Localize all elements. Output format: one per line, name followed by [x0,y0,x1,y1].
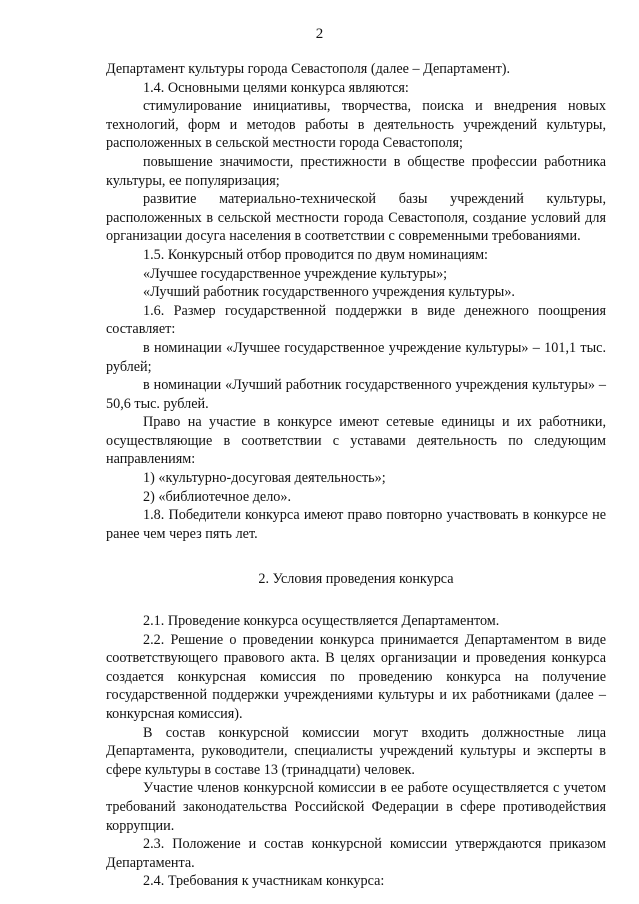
paragraph-1-6: 1.6. Размер государственной поддержки в виде денежного поощрения составляет: [106,302,606,338]
paragraph-goal-1: стимулирование инициативы, творчества, поиска и внедрения новых технологий, форм и методов работы в деятельность учреждений культуры, расположенных в сельской местности города Севастополя; [106,98,606,152]
paragraph-amount-1: в номинации «Лучшее государственное учреждение культуры» – 101,1 тыс. рублей; [106,339,606,375]
paragraph-1-5: 1.5. Конкурсный отбор проводится по двум номинациям: [143,246,488,263]
paragraph-2-1: 2.1. Проведение конкурса осуществляется Департаментом. [143,613,500,630]
paragraph-1-4: 1.4. Основными целями конкурса являются: [143,79,409,96]
paragraph-1-8: 1.8. Победители конкурса имеют право повторно участвовать в конкурсе не ранее чем через пять лет. [106,507,606,542]
paragraph-goal-2: повышение значимости, престижности в обществе профессии работника культуры, ее популяризация; [106,153,606,189]
paragraph-commission: В состав конкурсной комиссии могут входить должностные лица Департамента, руководители, специалисты учреждений культуры и эксперты в сфере культуры в составе 13 (тринадцати) человек. [106,724,606,778]
paragraph-department: Департамент культуры города Севастополя (далее – Департамент). [106,61,511,77]
paragraph-direction-2: 2) «библиотечное дело». [143,488,292,505]
paragraph-participation-right: Право на участие в конкурсе имеют сетевые единицы и их работники, осуществляющие в соответствии с уставами деятельность по следующим направлениям: [106,414,606,468]
document-body [106,60,606,891]
paragraph-2-4: 2.4. Требования к участникам конкурса: [143,873,385,890]
paragraph-2-3: 2.3. Положение и состав конкурсной комиссии утверждаются приказом Департамента. [106,836,606,871]
paragraph-nomination-1: «Лучшее государственное учреждение культуры»; [143,265,448,282]
paragraph-direction-1: 1) «культурно-досуговая деятельность»; [143,470,386,487]
paragraph-nomination-2: «Лучший работник государственного учреждения культуры». [143,284,515,301]
page-number: 2 [315,26,324,42]
paragraph-goal-3: развитие материально-технической базы учреждений культуры, расположенных в сельской местности города Севастополя, создание условий для организации досуга населения в соответствии с современными требованиями. [106,191,606,245]
paragraph-amount-2: в номинации «Лучший работник государственного учреждения культуры» – 50,6 тыс. рублей. [106,377,606,412]
section-heading: 2. Условия проведения конкурса [258,571,454,588]
paragraph-anticorruption: Участие членов конкурсной комиссии в ее работе осуществляется с учетом требований законодательства Российской Федерации в сфере противодействия коррупции. [106,780,606,834]
paragraph-2-2: 2.2. Решение о проведении конкурса принимается Департаментом в виде соответствующего правового акта. В целях организации и проведения конкурса создается конкурсная комиссия по проведению конкурса на получение государственной поддержки учреждениями культуры и их работниками (далее – конкурсная комиссия). [106,631,606,722]
